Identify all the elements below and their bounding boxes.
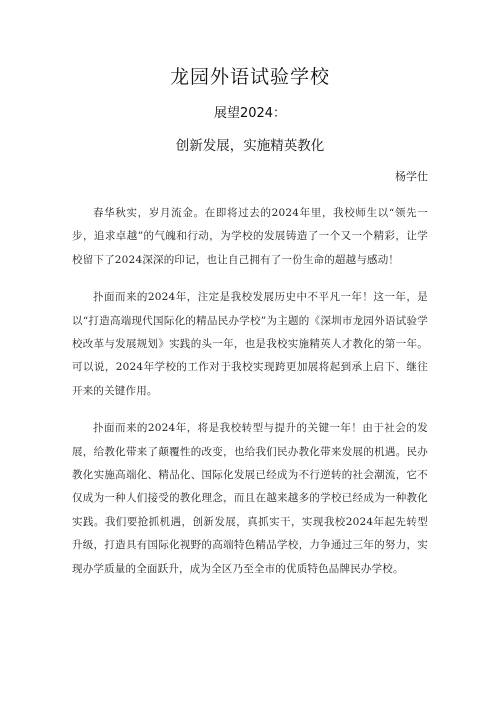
body-text	[72, 202, 428, 595]
paragraph-2: 扑面而来的2024年，注定是我校发展历史中不平凡一年！这一年，是以“打造高端现代国际化的精品民办学校”为主题的《深圳市龙园外语试验学校改革与发展规划》实践的头一年，也是我校实施精英人才教化的第一年。可以说，2024年学校的工作对于我校实现跨更加展将起到承上启下、继往开来的关键作用。	[72, 291, 428, 397]
author-name: 杨学仕	[395, 170, 428, 183]
paragraph-3: 扑面而来的2024年，将是我校转型与提升的关键一年！由于社会的发展，给教化带来了颠覆性的改变，也给我们民办教化带来发展的机遇。民办教化实施高端化、精品化、国际化发展已经成为不行逆转的社会潮流，它不仅成为一种人们接受的教化理念，而且在越来越多的学校已经成为一种教化实践。我们要抢抓机遇，创新发展，真抓实干，实现我校2024年起先转型升级，打造具有国际化视野的高端特色精品学校，力争通过三年的努力，实现办学质量的全面跃升，成为全区乃至全市的优质特色品牌民办学校。	[72, 422, 428, 575]
paragraph-1: 春华秋实，岁月流金。在即将过去的2024年里，我校师生以“领先一步，追求卓越”的气魄和行动，为学校的发展铸造了一个又一个精彩，让学校留下了2024深深的印记，也让自己拥有了一份生命的超越与感动！	[72, 207, 428, 266]
school-title: 龙园外语试验学校	[169, 66, 330, 88]
subtitle-theme: 创新发展，实施精英教化	[175, 138, 325, 154]
subtitle-outlook: 展望2024：	[213, 106, 287, 121]
